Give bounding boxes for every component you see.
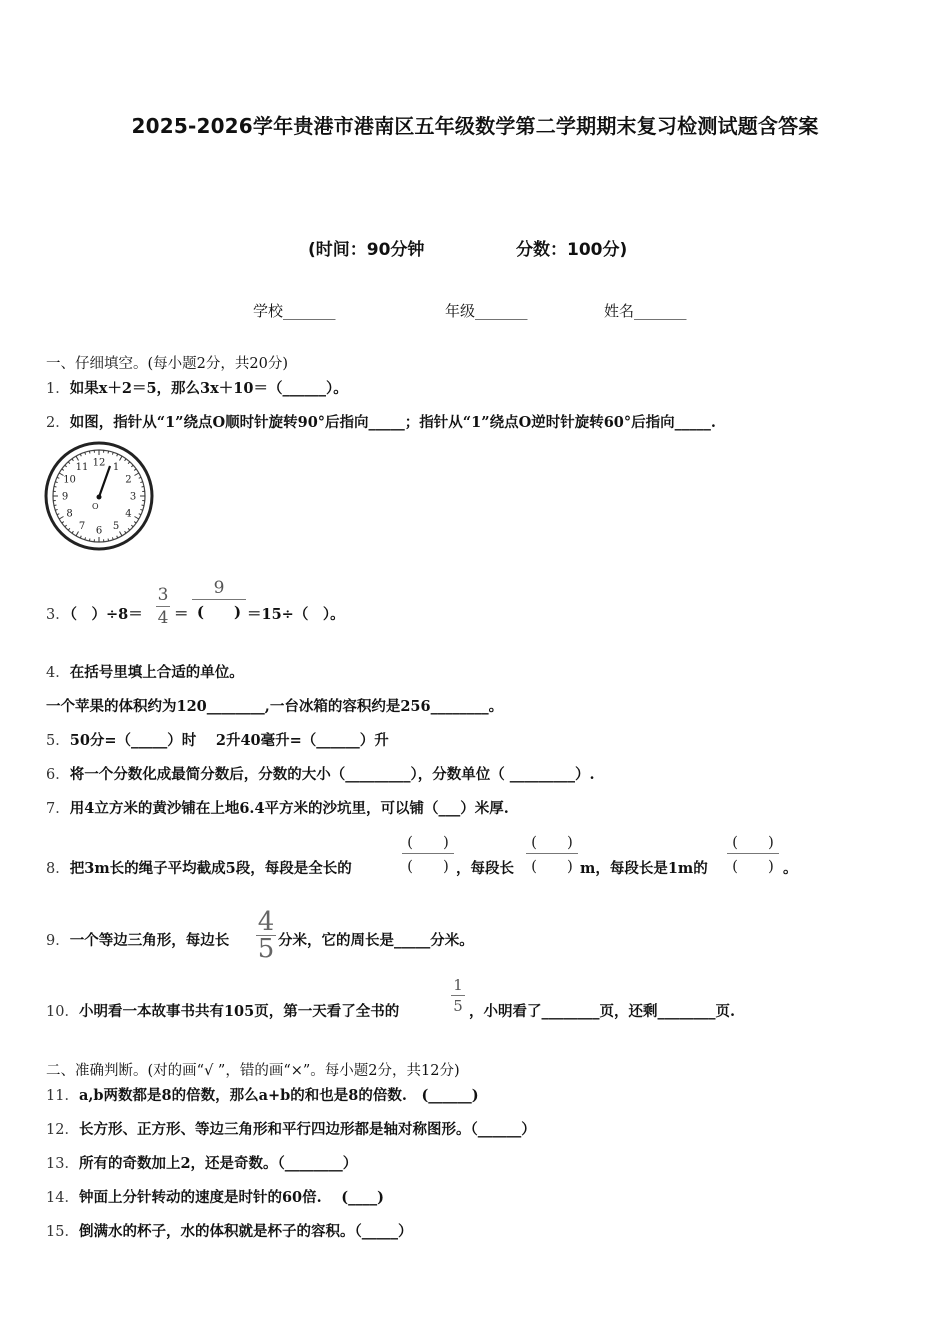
question-number: 8． bbox=[46, 861, 70, 877]
numerator: 3 bbox=[157, 585, 169, 605]
clock-tick bbox=[128, 528, 130, 530]
clock-tick bbox=[89, 451, 90, 453]
clock-tick bbox=[117, 454, 118, 456]
fraction-3-4 bbox=[156, 585, 170, 628]
clock-tick bbox=[72, 459, 73, 461]
fraction-4-5 bbox=[256, 907, 276, 964]
question-number: 15． bbox=[46, 1224, 79, 1240]
question-8-part2: ，每段长 bbox=[456, 860, 514, 877]
numerator: ( ) bbox=[732, 833, 774, 851]
question-number: 4． bbox=[46, 665, 70, 681]
exam-score: 分数：100分) bbox=[516, 240, 628, 260]
fraction-blank-3 bbox=[727, 831, 779, 876]
numerator: 4 bbox=[257, 907, 275, 937]
question-6 bbox=[46, 763, 595, 784]
question-10 bbox=[46, 1000, 399, 1021]
clock-tick bbox=[131, 465, 133, 467]
numerator: 9 bbox=[213, 578, 225, 598]
question-10-part2: ，小明看了________页，还剩________页. bbox=[469, 1003, 736, 1020]
question-number: 7． bbox=[46, 801, 70, 817]
numerator: ( ) bbox=[531, 833, 573, 851]
question-7 bbox=[46, 797, 509, 818]
question-4 bbox=[46, 661, 244, 682]
question-12 bbox=[46, 1118, 536, 1139]
question-number: 2． bbox=[46, 415, 70, 431]
denominator: ( ) bbox=[732, 857, 774, 875]
school-field: 学校_______ bbox=[253, 302, 336, 320]
clock-tick bbox=[54, 505, 56, 506]
clock-center-label: O bbox=[92, 502, 99, 511]
question-text: 用4立方米的黄沙铺在上地6.4平方米的沙坑里，可以铺（___）米厚. bbox=[69, 800, 509, 817]
clock-tick bbox=[139, 514, 141, 515]
clock-tick bbox=[108, 451, 109, 453]
clock-numeral: 6 bbox=[95, 525, 103, 537]
clock-numeral: 7 bbox=[78, 520, 86, 532]
clock-tick bbox=[125, 459, 126, 461]
question-text: 如果x＋2＝5，那么3x＋10＝（______）。 bbox=[69, 380, 348, 397]
question-text: 倒满水的杯子，水的体积就是杯子的容积。（_____） bbox=[78, 1223, 413, 1240]
question-text: 50分=（_____）时 2升40毫升=（______）升 bbox=[69, 732, 389, 749]
question-number: 13． bbox=[46, 1156, 79, 1172]
clock-center bbox=[97, 495, 102, 500]
clock-tick bbox=[76, 532, 79, 536]
clock-numeral: 4 bbox=[125, 508, 132, 520]
clock-numeral: 5 bbox=[112, 520, 120, 532]
question-8-part3: m，每段长是1m的 bbox=[580, 860, 708, 877]
question-3-part1: （ ）÷8＝ bbox=[69, 606, 143, 623]
question-11 bbox=[46, 1084, 479, 1105]
fraction-1-5 bbox=[451, 976, 465, 1015]
question-text: 将一个分数化成最简分数后，分数的大小（_________），分数单位（ _________）. bbox=[69, 766, 595, 783]
question-4-line2: 一个苹果的体积约为120________,一台冰箱的容积约是256________。 bbox=[46, 698, 504, 715]
clock-tick bbox=[68, 528, 70, 530]
clock-hand bbox=[99, 466, 110, 497]
denominator: 4 bbox=[157, 608, 169, 628]
clock-tick bbox=[120, 532, 123, 536]
question-text: 所有的奇数加上2，还是奇数。（________） bbox=[78, 1155, 358, 1172]
clock-numeral: 3 bbox=[129, 491, 137, 503]
clock-tick bbox=[68, 462, 70, 464]
clock-tick bbox=[72, 531, 73, 533]
clock-tick bbox=[62, 469, 64, 470]
question-number: 1． bbox=[46, 381, 70, 397]
clock-numeral: 12 bbox=[92, 457, 106, 469]
clock-tick bbox=[117, 536, 118, 538]
fraction-bar bbox=[451, 995, 465, 996]
clock-numeral: 2 bbox=[125, 474, 132, 486]
clock-tick bbox=[135, 517, 139, 520]
clock-numeral: 10 bbox=[63, 474, 76, 486]
denominator: ( ) bbox=[196, 603, 242, 621]
denominator: 5 bbox=[257, 934, 275, 964]
denominator: 5 bbox=[453, 997, 463, 1015]
question-3 bbox=[46, 603, 143, 624]
clock-tick bbox=[59, 517, 63, 520]
question-15 bbox=[46, 1220, 412, 1241]
clock-tick bbox=[65, 525, 67, 527]
page-title: 2025-2026学年贵港市港南区五年级数学第二学期期末复习检测试题含答案 bbox=[131, 114, 819, 138]
fraction-bar bbox=[156, 606, 170, 607]
fraction-bar bbox=[727, 853, 779, 854]
clock-numeral: 9 bbox=[61, 491, 69, 503]
question-10-part1: 小明看一本故事书共有105页，第一天看了全书的 bbox=[78, 1003, 400, 1020]
clock-tick bbox=[62, 522, 64, 523]
clock-tick bbox=[57, 514, 59, 515]
question-text: 长方形、正方形、等边三角形和平行四边形都是轴对称图形。（______） bbox=[78, 1121, 536, 1138]
question-number: 12． bbox=[46, 1122, 79, 1138]
clock-tick bbox=[89, 539, 90, 541]
question-3-part2: ＝15÷（ ）。 bbox=[247, 606, 345, 623]
question-3-eq: ＝ bbox=[174, 606, 189, 623]
question-number: 9． bbox=[46, 933, 70, 949]
question-2 bbox=[46, 411, 716, 432]
question-8 bbox=[46, 857, 352, 878]
clock-tick bbox=[80, 454, 81, 456]
clock-tick bbox=[134, 522, 136, 523]
question-text: 如图，指针从“1”绕点O顺时针旋转90°后指向_____；指针从“1”绕点O逆时针旋转60°后指向_____. bbox=[69, 414, 716, 431]
clock-tick bbox=[128, 462, 130, 464]
question-text: 在括号里填上合适的单位。 bbox=[69, 664, 244, 681]
question-9-part1: 一个等边三角形，每边长 bbox=[69, 932, 230, 949]
question-number: 11． bbox=[46, 1088, 79, 1104]
denominator: ( ) bbox=[531, 857, 573, 875]
clock-tick bbox=[142, 505, 144, 506]
clock-numeral: 1 bbox=[112, 462, 120, 474]
question-number: 6． bbox=[46, 767, 70, 783]
question-14 bbox=[46, 1186, 384, 1207]
question-number: 3． bbox=[46, 607, 70, 623]
section-1-heading: 一、仔细填空。(每小题2分，共20分) bbox=[46, 356, 288, 372]
fraction-blank-1 bbox=[402, 831, 454, 876]
question-text: a,b两数都是8的倍数，那么a+b的和也是8的倍数. (______) bbox=[78, 1087, 479, 1104]
clock-tick bbox=[80, 536, 81, 538]
fraction-9-blank bbox=[192, 578, 246, 622]
clock-tick bbox=[131, 525, 133, 527]
fraction-blank-2 bbox=[526, 831, 578, 876]
numerator: 1 bbox=[453, 976, 463, 994]
clock-tick bbox=[134, 469, 136, 470]
clock-tick bbox=[57, 477, 59, 478]
question-number: 5． bbox=[46, 733, 70, 749]
question-9-part2: 分米，它的周长是_____分米。 bbox=[278, 932, 474, 949]
clock-tick bbox=[139, 477, 141, 478]
denominator: ( ) bbox=[407, 857, 449, 875]
clock-tick bbox=[135, 473, 139, 476]
name-field: 姓名_______ bbox=[604, 302, 687, 320]
grade-field: 年级_______ bbox=[445, 302, 528, 320]
clock-tick bbox=[142, 486, 144, 487]
question-8-part1: 把3m长的绳子平均截成5段，每段是全长的 bbox=[69, 860, 352, 877]
clock-tick bbox=[76, 456, 79, 460]
question-number: 10． bbox=[46, 1004, 79, 1020]
section-2-heading: 二、准确判断。(对的画“√ ”，错的画“×”。每小题2分，共12分) bbox=[46, 1063, 460, 1079]
fraction-bar bbox=[526, 853, 578, 854]
numerator: ( ) bbox=[407, 833, 449, 851]
clock-tick bbox=[108, 539, 109, 541]
fraction-bar bbox=[402, 853, 454, 854]
clock-numeral: 8 bbox=[66, 508, 73, 520]
clock-tick bbox=[65, 465, 67, 467]
question-5 bbox=[46, 729, 389, 750]
question-8-part4: 。 bbox=[783, 860, 798, 877]
clock-tick bbox=[54, 486, 56, 487]
question-text: 钟面上分针转动的速度是时针的60倍. (____) bbox=[78, 1189, 384, 1206]
clock-figure bbox=[44, 441, 156, 551]
question-1 bbox=[46, 377, 348, 398]
exam-time: (时间：90分钟 bbox=[308, 240, 425, 260]
question-9 bbox=[46, 929, 229, 950]
clock-tick bbox=[120, 456, 123, 460]
clock-numeral: 11 bbox=[75, 462, 89, 474]
fraction-bar bbox=[192, 599, 246, 600]
question-13 bbox=[46, 1152, 357, 1173]
question-number: 14． bbox=[46, 1190, 79, 1206]
clock-tick bbox=[125, 531, 126, 533]
